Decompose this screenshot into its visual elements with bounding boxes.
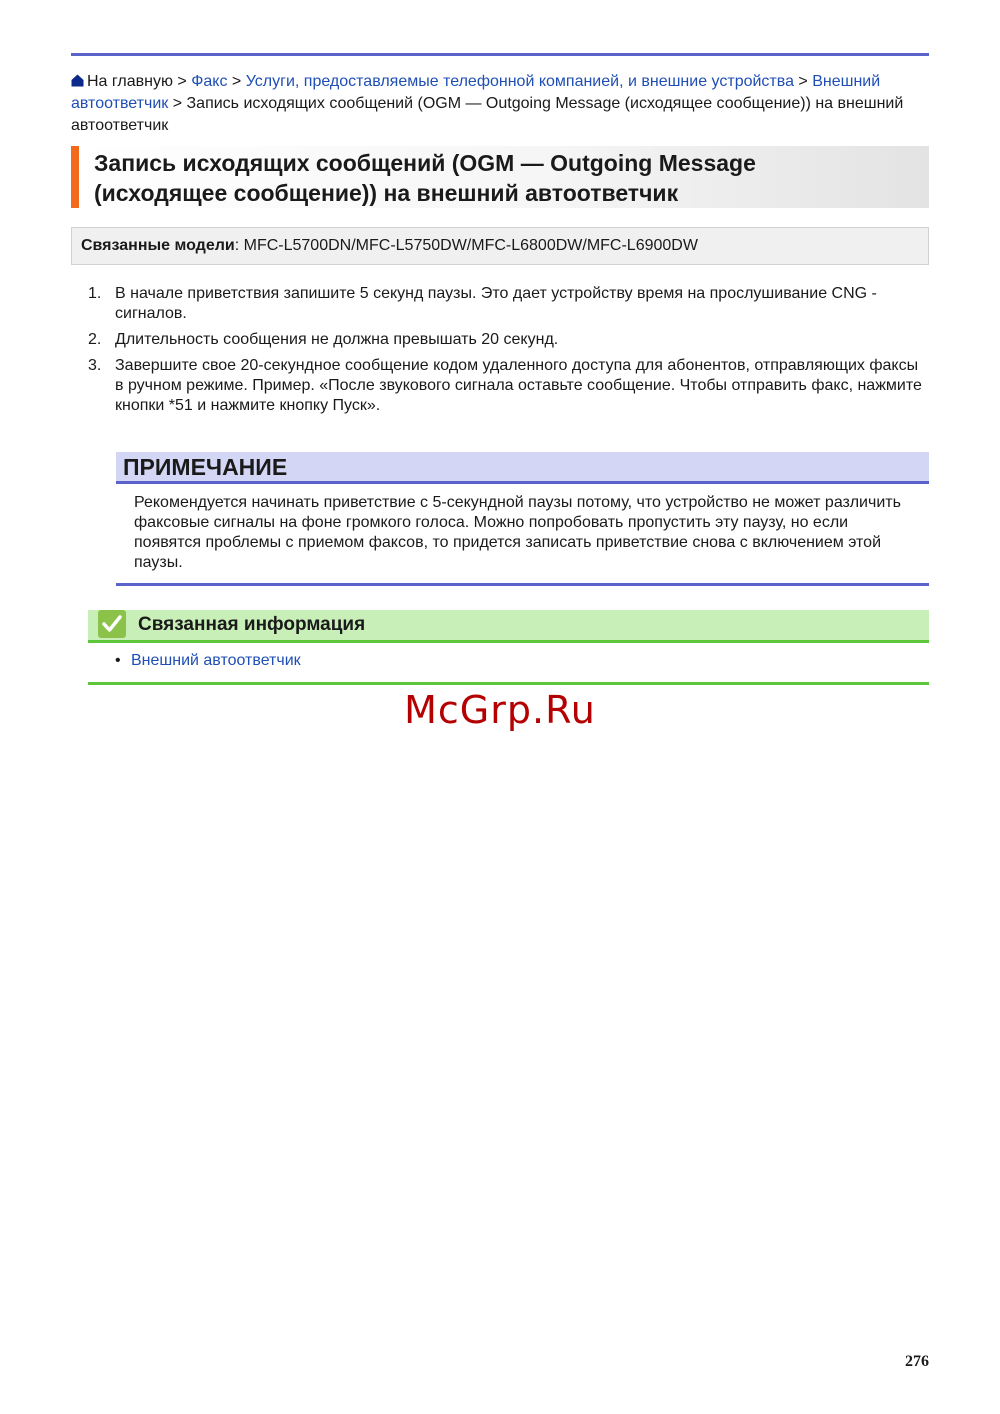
note-text: Рекомендуется начинать приветствие с 5-секундной паузы потому, что устройство не может различить факсовые сигналы на фоне громкого голоса. Можно попробовать пропустить эту паузу, но если появятся проблемы с приемом факсов, то придется записать приветствие снова с включением этой паузы. (134, 494, 901, 571)
breadcrumb-current: Запись исходящих сообщений (OGM — Outgoing Message (исходящее сообщение)) на внешний автоответчик (71, 95, 904, 134)
breadcrumb-link-answering-machine[interactable]: Внешний автоответчик (71, 73, 881, 112)
breadcrumb-separator: > (798, 73, 808, 90)
step-text: Длительность сообщения не должна превышать 20 секунд. (115, 331, 559, 348)
related-models-box (71, 227, 929, 265)
list-item (71, 284, 929, 324)
page-title-line2: (исходящее сообщение)) на внешний автоответчик (94, 180, 679, 206)
bullet: • (115, 652, 121, 669)
top-rule (71, 53, 929, 56)
title-accent-bar (71, 146, 79, 208)
step-text: В начале приветствия запишите 5 секунд паузы. Это дает устройству время на прослушивание CNG - сигналов. (115, 285, 877, 322)
page-title-block (71, 146, 929, 208)
step-number: 1. (88, 285, 102, 302)
note-header (116, 452, 929, 484)
list-item (115, 651, 301, 671)
watermark: McGrp.Ru (404, 688, 596, 732)
checkmark-icon (98, 610, 126, 638)
breadcrumb-separator: > (172, 95, 183, 112)
note-title: ПРИМЕЧАНИЕ (123, 454, 288, 480)
page-title-line1: Запись исходящих сообщений (OGM — Outgoing Message (94, 150, 756, 176)
steps-list (71, 284, 929, 422)
related-models-label: Связанные модели (81, 237, 235, 254)
related-models-value: : MFC-L5700DN/MFC-L5750DW/MFC-L6800DW/MFC-L6900DW (234, 237, 698, 254)
related-link-answering-machine[interactable]: Внешний автоответчик (131, 652, 301, 669)
step-number: 3. (88, 357, 102, 374)
page-title (94, 148, 756, 208)
breadcrumb-link-fax[interactable]: Факс (191, 73, 228, 90)
step-text: Завершите свое 20-секундное сообщение кодом удаленного доступа для абонентов, отправляющих факсы в ручном режиме. Пример. «После звукового сигнала оставьте сообщение. Чтобы отправить факс, нажмите кнопки *51 и нажмите кнопку Пуск». (115, 357, 922, 414)
home-icon[interactable] (71, 74, 84, 87)
breadcrumb-separator: > (231, 73, 242, 90)
list-item (71, 330, 929, 350)
breadcrumb-separator: > (177, 73, 187, 90)
breadcrumb-link-services[interactable]: Услуги, предоставляемые телефонной компанией, и внешние устройства (245, 73, 794, 90)
page-number: 276 (905, 1353, 929, 1370)
breadcrumb (71, 71, 929, 137)
related-info-header (88, 610, 929, 643)
step-number: 2. (88, 331, 102, 348)
related-info-title: Связанная информация (138, 614, 366, 635)
breadcrumb-home[interactable]: На главную (87, 73, 173, 90)
related-info-list (115, 651, 301, 671)
note-bottom-rule (116, 583, 929, 586)
list-item (71, 356, 929, 416)
